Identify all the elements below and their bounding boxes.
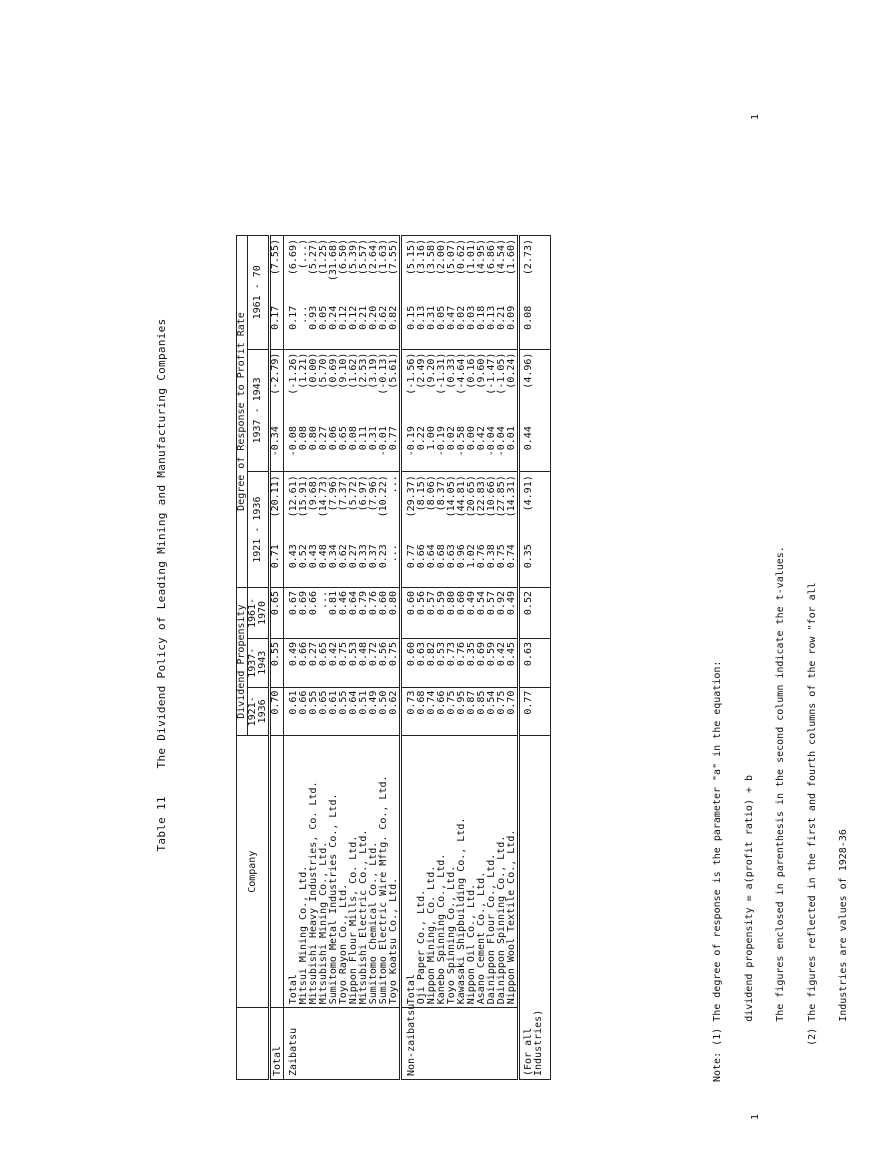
note-line: The figures enclosed in parenthesis in the second column indicate the t-values. [775, 546, 786, 1082]
table-cell: 0.61 [328, 690, 339, 715]
table-cell: 0.57 [486, 591, 497, 616]
table-cell: (-4.64) [456, 352, 467, 395]
table-cell: (...) [298, 239, 309, 270]
table-cell: 0.61 [288, 690, 299, 715]
table-cell: 0.24 [328, 305, 339, 330]
table-cell: 0.74 [506, 544, 517, 569]
dr-col-1a [284, 541, 401, 587]
table-cell: 0.70 [506, 690, 517, 715]
table-cell: 0.00 [466, 426, 477, 451]
dp-period-3: 1961- 1970 [248, 588, 270, 639]
table-cell: Sumitomo Electric Wire Mftg. Co., Ltd. [378, 775, 389, 1005]
table-cell: (6.69) [288, 239, 299, 276]
table-cell: 0.64 [426, 544, 437, 569]
table-cell: (9.68) [308, 475, 319, 512]
table-cell: 0.17 [288, 305, 299, 330]
table-cell: Mitsubishi Mining Co., Ltd. [318, 841, 329, 1005]
table-cell: (1.25) [318, 239, 329, 276]
table-cell: Toyo Rayon Co., Ltd. [338, 883, 349, 1005]
table-cell: (5.57) [358, 239, 369, 276]
table-cell: 0.65 [318, 641, 329, 667]
table-cell: (4.54) [496, 239, 507, 276]
table-cell: 0.80 [308, 426, 319, 451]
table-cell: 0.42 [476, 426, 487, 451]
table-cell: 0.55 [338, 690, 349, 715]
table-cell: Oji Paper Co., Ltd. [416, 889, 427, 1005]
total-dr-1a: 0.71 [270, 544, 281, 569]
dr-col-3a [401, 303, 519, 349]
table-cell: (4.95) [476, 239, 487, 276]
table-cell: 0.03 [466, 305, 477, 330]
dr-col-3a [284, 303, 401, 349]
table-cell: 0.05 [318, 305, 329, 330]
table-cell: (5.15) [406, 239, 417, 276]
table-cell: (9.60) [476, 352, 487, 389]
table-cell: (5.72) [348, 475, 359, 512]
table-cell: (7.96) [368, 475, 379, 512]
table-cell: 0.42 [328, 641, 339, 667]
dr-period-1: 1921 - 1936 [248, 472, 270, 588]
table-cell: ... [388, 475, 399, 494]
table-cell: (-1.05) [496, 352, 507, 395]
table-cell: 0.75 [496, 690, 507, 715]
table-cell: 0.68 [416, 690, 427, 715]
table-cell: 0.93 [308, 305, 319, 330]
table-cell: 0.75 [338, 641, 349, 667]
table-cell: (2.49) [416, 352, 427, 389]
table-cell: 0.75 [388, 641, 399, 667]
table-cell: 0.12 [348, 305, 359, 330]
table-cell: (0.00) [308, 352, 319, 389]
table-cell: (1.62) [348, 352, 359, 389]
table-cell: 0.85 [476, 690, 487, 715]
table-cell: 0.09 [506, 305, 517, 330]
all-dp-2: 0.63 [519, 638, 551, 687]
group-label: Zaibatsu [284, 1008, 401, 1080]
table-cell: 0.87 [466, 690, 477, 715]
table-cell: Sumitomo Chemical Co., Ltd. [368, 841, 379, 1005]
table-cell: 0.66 [436, 690, 447, 715]
table-cell: 0.02 [446, 426, 457, 451]
table-cell: 0.45 [506, 641, 517, 667]
table-cell: 0.54 [486, 690, 497, 715]
total-dr-3a: 0.17 [270, 305, 281, 330]
table-cell: 0.11 [358, 426, 369, 451]
table-cell: 0.82 [426, 641, 437, 667]
table-cell: (0.24) [506, 352, 517, 389]
group-label: Non-zaibatsu [401, 1008, 519, 1080]
table-cell: 0.96 [456, 544, 467, 569]
table-cell: 0.59 [436, 591, 447, 616]
table-cell: (20.65) [466, 475, 477, 518]
dr-col-2a [284, 423, 401, 472]
table-cell: 0.34 [328, 544, 339, 569]
table-cell: (5.70) [318, 352, 329, 389]
total-dr-1b: (20.11) [270, 472, 284, 541]
table-cell: 0.37 [368, 544, 379, 569]
table-cell: 0.05 [436, 305, 447, 330]
dp-col-1 [284, 687, 401, 736]
table-cell: 0.56 [378, 641, 389, 667]
table-cell: -0.58 [456, 426, 467, 457]
table-cell: 0.80 [446, 591, 457, 616]
note-line: (2) The figures reflected in the first and fourth columns of the row "for all [806, 582, 818, 1082]
table-cell: (27.85) [496, 475, 507, 518]
table-cell: 0.66 [298, 690, 309, 715]
dp-col-2 [401, 638, 519, 687]
all-dr-3b: (2.73) [523, 239, 534, 276]
table-cell: 0.53 [348, 641, 359, 667]
table-cell: 0.62 [378, 305, 389, 330]
table-cell: 0.64 [348, 591, 359, 616]
table-cell: -0.04 [486, 426, 497, 457]
table-cell: 0.21 [358, 305, 369, 330]
table-cell: 0.66 [298, 641, 309, 667]
table-cell: (6.86) [486, 239, 497, 276]
total-dp-3: 0.65 [270, 588, 284, 639]
total-row [270, 236, 284, 1080]
company-header: Company [237, 736, 270, 1008]
dividend-policy-table [236, 235, 551, 1080]
table-cell: Nippon Wool Textile Co., Ltd. [506, 829, 517, 1005]
table-cell: (-1.56) [406, 352, 417, 395]
table-cell: 0.73 [406, 690, 417, 715]
all-dr-1b: (4.91) [519, 472, 551, 541]
table-cell: Dainippon Spinning Co., Ltd. [496, 835, 507, 1005]
table-cell: (12.61) [288, 475, 299, 518]
table-cell: (5.39) [348, 239, 359, 276]
table-cell: 0.75 [446, 690, 457, 715]
table-cell: 0.66 [308, 591, 319, 616]
table-cell: 0.31 [368, 426, 379, 451]
total-dp-2: 0.55 [270, 638, 284, 687]
table-cell: 0.66 [416, 544, 427, 569]
table-cell: 0.20 [368, 305, 379, 330]
dp-col-1 [401, 687, 519, 736]
table-cell: Toyo Spinning Co., Ltd. [446, 865, 457, 1005]
table-cell: 0.31 [426, 305, 437, 330]
total-dp-1: 0.70 [270, 687, 284, 736]
table-cell: 0.42 [496, 641, 507, 667]
table-cell: 0.23 [378, 544, 389, 569]
table-cell: (3.16) [416, 239, 427, 276]
table-cell: (1.60) [506, 239, 517, 276]
table-cell: (22.83) [476, 475, 487, 518]
table-cell: 0.59 [486, 641, 497, 667]
table-title: Table 11 The Dividend Policy of Leading Mining and Manufacturing Companies [155, 318, 168, 852]
table-cell: (7.96) [328, 475, 339, 512]
dividend-propensity-header: Dividend Propensity [237, 588, 248, 736]
table-cell: 0.75 [496, 544, 507, 569]
table-cell: 0.76 [368, 591, 379, 616]
table-notes [692, 546, 871, 1082]
table-cell: 0.48 [358, 641, 369, 667]
degree-response-header: Degree of Response to Profit Rate [237, 236, 248, 588]
note-line: dividend propensity = a(profit ratio) + b [743, 774, 755, 1082]
table-cell: 0.82 [388, 305, 399, 330]
table-cell: Nippon Oil Co., Ltd. [466, 883, 477, 1005]
group-row-zaibatsu [284, 236, 401, 1080]
table-cell: 0.60 [406, 591, 417, 616]
table-cell: (0.16) [466, 352, 477, 389]
table-cell: (-0.13) [378, 352, 389, 395]
page-mark: 1 [750, 1113, 761, 1120]
all-industries-row [519, 236, 551, 1080]
dp-period-1: 1921- 1936 [248, 687, 270, 736]
table-cell: 0.43 [288, 544, 299, 569]
table-cell: 0.73 [446, 641, 457, 667]
table-cell: 0.56 [416, 591, 427, 616]
table-cell: Kanebo Spinning Co., Ltd. [436, 853, 447, 1005]
table-cell: 0.02 [456, 305, 467, 330]
table-cell: (2.00) [436, 239, 447, 276]
dr-col-3b [284, 236, 401, 303]
table-cell: 0.08 [298, 426, 309, 451]
table-cell: (14.73) [318, 475, 329, 518]
table-cell: (-1.26) [288, 352, 299, 395]
table-cell: 0.49 [506, 591, 517, 616]
table-cell: 0.53 [436, 641, 447, 667]
table-cell: (-1.31) [436, 352, 447, 395]
dr-col-1b [284, 472, 401, 541]
table-cell: -0.08 [288, 426, 299, 457]
table-cell: 0.81 [328, 591, 339, 616]
table-cell: 0.60 [378, 591, 389, 616]
table-cell: (5.27) [308, 239, 319, 276]
table-cell: (1.01) [466, 239, 477, 276]
table-cell: 0.95 [456, 690, 467, 715]
dr-col-2b [284, 349, 401, 423]
table-cell: (44.81) [456, 475, 467, 518]
table-cell: 0.12 [338, 305, 349, 330]
table-cell: 0.08 [348, 426, 359, 451]
table-cell: 0.77 [388, 426, 399, 451]
table-cell: (29.37) [406, 475, 417, 518]
table-cell: 0.27 [308, 641, 319, 667]
table-cell: 0.72 [368, 641, 379, 667]
table-cell: (3.58) [426, 239, 437, 276]
all-dr-2a: 0.44 [523, 426, 534, 451]
table-cell: 0.50 [378, 690, 389, 715]
table-cell: 0.54 [476, 591, 487, 616]
table-cell: 0.67 [288, 591, 299, 616]
table-cell: Nippon Flour Mills, Co. Ltd. [348, 835, 359, 1005]
table-cell: (6.50) [338, 239, 349, 276]
table-cell: 0.38 [486, 544, 497, 569]
table-cell: (9.10) [338, 352, 349, 389]
note-line: Industries are values of 1928-36 [838, 829, 849, 1082]
table-cell: (0.33) [446, 352, 457, 389]
table-cell: (14.05) [446, 475, 457, 518]
table-cell: 1.00 [426, 426, 437, 451]
table-cell: 0.21 [496, 305, 507, 330]
table-cell: 0.55 [308, 690, 319, 715]
table-cell: 0.13 [486, 305, 497, 330]
total-label: Total [270, 1008, 284, 1080]
table-cell: 0.51 [358, 690, 369, 715]
all-dp-3: 0.52 [519, 588, 551, 639]
dp-col-3 [284, 588, 401, 639]
table-cell: -0.01 [378, 426, 389, 457]
table-cell: 0.76 [476, 544, 487, 569]
table-cell: Mitsubishi Heavy Industries, Co. Ltd. [308, 781, 319, 1005]
table-cell: Mitsui Mining Co., Ltd. [298, 865, 309, 1005]
table-cell: (9.20) [426, 352, 437, 389]
table-cell: (8.06) [426, 475, 437, 512]
dr-col-2a [401, 423, 519, 472]
table-cell: Nippon Mining, Co. Ltd. [426, 865, 437, 1005]
note-line: Note: (1) The degree of response is the parameter "a" in the equation: [712, 660, 723, 1082]
total-dr-2b: (-2.79) [270, 349, 284, 423]
table-cell: (31.68) [328, 239, 339, 282]
table-cell: 0.35 [466, 641, 477, 667]
table-cell: Asano Cement Co., Ltd. [476, 871, 487, 1005]
table-cell: 0.65 [338, 426, 349, 451]
table-cell: 0.49 [466, 591, 477, 616]
dr-col-3b [401, 236, 519, 303]
group-row-non-zaibatsu [401, 236, 519, 1080]
table-cell: 0.49 [288, 641, 299, 667]
table-cell: 0.69 [298, 591, 309, 616]
table-cell: Total [406, 974, 417, 1005]
table-cell: (0.62) [456, 239, 467, 276]
table-cell: 0.52 [298, 544, 309, 569]
dr-period-3: 1961 - 70 [252, 265, 263, 320]
table-cell: (-1.47) [486, 352, 497, 395]
table-cell: (8.15) [416, 475, 427, 512]
table-cell: 0.27 [348, 544, 359, 569]
table-cell: 0.64 [348, 690, 359, 715]
table-cell: 0.60 [456, 591, 467, 616]
company-list [284, 736, 401, 1008]
table-cell: 0.22 [416, 426, 427, 451]
table-cell: (0.69) [328, 352, 339, 389]
table-cell: 0.33 [358, 544, 369, 569]
table-cell: 0.43 [308, 544, 319, 569]
company-list [401, 736, 519, 1008]
table-cell: 0.15 [406, 305, 417, 330]
table-cell: 0.49 [368, 690, 379, 715]
total-dr-2a: -0.34 [270, 426, 281, 457]
table-cell: ... [388, 544, 399, 563]
table-cell: 0.79 [358, 591, 369, 616]
all-industries-label: (For all Industries) [519, 736, 551, 1080]
table-cell: (1.21) [298, 352, 309, 389]
all-dr-3a: 0.08 [523, 305, 534, 330]
table-cell: 0.92 [496, 591, 507, 616]
table-cell: 0.13 [416, 305, 427, 330]
table-cell: -0.04 [496, 426, 507, 457]
table-cell: 0.80 [388, 591, 399, 616]
total-dr-3b: (7.55) [270, 239, 281, 276]
table-cell: 0.76 [456, 641, 467, 667]
table-cell: Mitsubishi Electric Co., Ltd. [358, 829, 369, 1005]
table-cell: 0.77 [406, 544, 417, 569]
table-cell: 0.74 [426, 690, 437, 715]
table-cell: 1.02 [466, 544, 477, 569]
table-cell: 0.63 [446, 544, 457, 569]
table-cell: -0.19 [406, 426, 417, 457]
table-cell: (8.37) [436, 475, 447, 512]
page-mark: 1 [750, 113, 761, 120]
table-cell: 0.65 [318, 690, 329, 715]
table-cell: (15.91) [298, 475, 309, 518]
header-row-1 [237, 236, 248, 1080]
table-cell: 0.47 [446, 305, 457, 330]
table-cell: 0.06 [328, 426, 339, 451]
table-cell: 0.63 [416, 641, 427, 667]
table-cell: Kawasaki Shipbuilding Co., Ltd. [456, 817, 467, 1005]
table-cell: (10.22) [378, 475, 389, 518]
dp-col-3 [401, 588, 519, 639]
table-cell: ... [298, 305, 309, 324]
table-cell: 0.60 [406, 641, 417, 667]
table-cell: (6.97) [358, 475, 369, 512]
table-cell: (7.55) [388, 239, 399, 276]
table-cell: 0.48 [318, 544, 329, 569]
table-cell: (7.37) [338, 475, 349, 512]
table-cell: ... [318, 591, 329, 610]
table-cell: 0.62 [338, 544, 349, 569]
table-cell: 0.46 [338, 591, 349, 616]
all-dp-1: 0.77 [519, 687, 551, 736]
table-cell: (1.63) [378, 239, 389, 276]
dp-col-2 [284, 638, 401, 687]
dr-col-1b [401, 472, 519, 541]
table-cell: Sumitomo Metal Industries Co., Ltd. [328, 793, 339, 1005]
table-cell: (10.66) [486, 475, 497, 518]
all-dr-2b: (4.96) [519, 349, 551, 423]
table-cell: (2.53) [358, 352, 369, 389]
table-cell: -0.19 [436, 426, 447, 457]
table-cell: (5.61) [388, 352, 399, 389]
table-cell: 0.62 [388, 690, 399, 715]
table-cell: (14.31) [506, 475, 517, 518]
dr-col-1a [401, 541, 519, 587]
table-cell: 0.18 [476, 305, 487, 330]
all-dr-1a: 0.35 [523, 544, 534, 569]
table-cell: 0.27 [318, 426, 329, 451]
dr-col-2b [401, 349, 519, 423]
table-cell: (3.19) [368, 352, 379, 389]
table-cell: 0.68 [436, 544, 447, 569]
dr-period-2: 1937 - 1943 [248, 349, 270, 472]
table-cell: (5.07) [446, 239, 457, 276]
table-cell: Total [288, 974, 299, 1005]
table-cell: 0.57 [426, 591, 437, 616]
table-cell: (2.64) [368, 239, 379, 276]
table-cell: Dainippon Flour Co., Ltd. [486, 853, 497, 1005]
table-cell: 0.01 [506, 426, 517, 451]
dp-period-2: 1937- 1943 [248, 638, 270, 687]
table-cell: Toyo Koatsu Co., Ltd. [388, 877, 399, 1005]
table-cell: 0.69 [476, 641, 487, 667]
